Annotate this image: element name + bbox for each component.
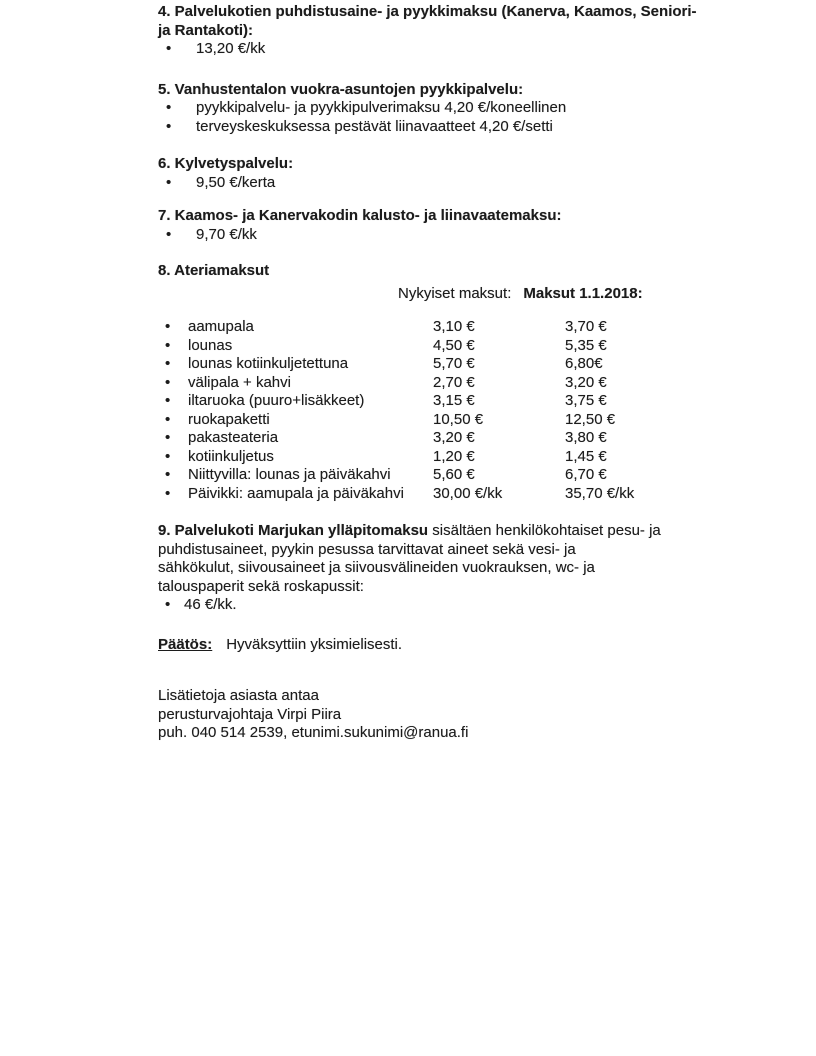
meal-price-current: 3,15 € — [433, 392, 475, 409]
meal-table-row — [158, 355, 750, 374]
meal-label: välipala + kahvi — [188, 373, 291, 391]
contact-line: puh. 040 514 2539, etunimi.sukunimi@ranua.fi — [158, 724, 469, 741]
document-body — [158, 3, 750, 743]
bullet-text: 13,20 €/kk — [196, 40, 266, 57]
section9-bold-lead: 9. Palvelukoti Marjukan ylläpitomaksu — [158, 522, 429, 539]
meal-label: lounas — [188, 336, 233, 354]
meal-price-current: 2,70 € — [433, 373, 475, 391]
meal-price-new: 35,70 €/kk — [565, 484, 635, 502]
bullet-item — [158, 596, 750, 615]
fee-section-9 — [158, 522, 750, 615]
section-heading-line: 4. Palvelukotien puhdistusaine- ja pyykkimaksu (Kanerva, Kaamos, Seniori- — [158, 3, 697, 20]
meal-table-row — [158, 318, 750, 337]
section-heading-line: ja Rantakoti): — [158, 21, 254, 39]
meal-table-row — [158, 411, 750, 430]
meal-price-new: 3,75 € — [565, 392, 607, 409]
section-heading: 5. Vanhustentalon vuokra-asuntojen pyykkipalvelu: — [158, 80, 524, 98]
meal-table-row — [158, 429, 750, 448]
bullet-item — [158, 99, 750, 118]
decision-line — [158, 636, 750, 655]
meal-label: pakasteateria — [188, 429, 279, 446]
meal-price-current: 3,20 € — [433, 429, 475, 446]
fee-section-8 — [158, 262, 750, 503]
meal-label: ruokapaketti — [188, 410, 270, 428]
meal-price-current: 3,10 € — [433, 318, 475, 335]
bullet-icon: • — [165, 447, 171, 465]
bullet-item — [158, 226, 750, 245]
meal-price-new: 3,80 € — [565, 429, 607, 446]
fee-section-7 — [158, 207, 750, 244]
bullet-icon: • — [165, 466, 171, 483]
meal-label: Päivikki: aamupala ja päiväkahvi — [188, 484, 404, 502]
bullet-icon: • — [165, 596, 171, 613]
bullet-icon: • — [165, 355, 171, 372]
meal-table-row — [158, 392, 750, 411]
meal-price-current: 5,60 € — [433, 466, 475, 483]
meal-label: kotiinkuljetus — [188, 447, 274, 465]
section-heading: 8. Ateriamaksut — [158, 262, 270, 279]
column-header-current: Nykyiset maksut: — [398, 284, 512, 302]
meal-table-row — [158, 448, 750, 467]
meal-price-current: 5,70 € — [433, 355, 475, 372]
decision-label: Päätös: — [158, 635, 213, 653]
meal-price-new: 6,80€ — [565, 355, 603, 372]
section-heading: 7. Kaamos- ja Kanervakodin kalusto- ja liinavaatemaksu: — [158, 207, 562, 224]
contact-line: Lisätietoja asiasta antaa — [158, 687, 319, 704]
bullet-icon: • — [165, 336, 171, 354]
section9-paragraph — [158, 522, 750, 596]
contact-info — [158, 687, 750, 743]
bullet-icon: • — [165, 410, 171, 428]
meal-table-row — [158, 466, 750, 485]
meal-label: Niittyvilla: lounas ja päiväkahvi — [188, 466, 391, 483]
paragraph-line — [158, 522, 750, 541]
meal-price-new: 3,20 € — [565, 373, 607, 391]
bullet-text: 46 €/kk. — [184, 596, 237, 613]
fee-section-6 — [158, 155, 750, 192]
meal-price-current: 10,50 € — [433, 410, 484, 428]
bullet-text: 9,50 €/kerta — [196, 173, 276, 191]
meal-label: iltaruoka (puuro+lisäkkeet) — [188, 392, 365, 409]
bullet-icon: • — [166, 40, 172, 57]
meal-table-row — [158, 337, 750, 356]
section-heading: 6. Kylvetyspalvelu: — [158, 155, 294, 172]
meal-table-column-headers — [158, 285, 750, 304]
section-heading — [158, 3, 750, 40]
bullet-icon: • — [166, 225, 172, 243]
paragraph-line: puhdistusaineet, pyykin pesussa tarvittavat aineet sekä vesi- ja — [158, 540, 576, 558]
meal-label: aamupala — [188, 318, 254, 335]
bullet-text: 9,70 €/kk — [196, 225, 257, 243]
contact-line: perusturvajohtaja Virpi Piira — [158, 705, 342, 723]
meal-label: lounas kotiinkuljetettuna — [188, 355, 349, 372]
meal-table-row — [158, 374, 750, 393]
meal-price-current: 30,00 €/kk — [433, 484, 503, 502]
fee-section-5 — [158, 81, 750, 137]
bullet-icon: • — [166, 117, 172, 135]
bullet-icon: • — [165, 373, 171, 391]
bullet-item — [158, 118, 750, 137]
bullet-icon: • — [165, 429, 171, 446]
bullet-icon: • — [165, 392, 171, 409]
bullet-icon: • — [166, 173, 172, 191]
meal-price-new: 1,45 € — [565, 447, 607, 465]
decision-text: Hyväksyttiin yksimielisesti. — [226, 635, 403, 653]
fee-section-4 — [158, 3, 750, 59]
bullet-icon: • — [165, 484, 171, 502]
bullet-text: terveyskeskuksessa pestävät liinavaatteet 4,20 €/setti — [196, 117, 553, 135]
bullet-item — [158, 40, 750, 59]
meal-price-current: 1,20 € — [433, 447, 475, 465]
meal-table-row — [158, 485, 750, 504]
meal-price-current: 4,50 € — [433, 336, 475, 354]
paragraph-line: sähkökulut, siivousaineet ja siivousvälineiden vuokrauksen, wc- ja — [158, 559, 595, 576]
bullet-text: pyykkipalvelu- ja pyykkipulverimaksu 4,20 €/koneellinen — [196, 99, 567, 116]
bullet-icon: • — [166, 99, 172, 116]
bullet-item — [158, 174, 750, 193]
meal-price-new: 3,70 € — [565, 318, 607, 335]
section9-line1-rest: sisältäen henkilökohtaiset pesu- ja — [428, 522, 661, 539]
bullet-icon: • — [165, 318, 171, 335]
meal-price-new: 12,50 € — [565, 410, 616, 428]
paragraph-line: talouspaperit sekä roskapussit: — [158, 577, 364, 595]
meal-table — [158, 318, 750, 503]
meal-price-new: 6,70 € — [565, 466, 607, 483]
column-header-new: Maksut 1.1.2018: — [523, 284, 643, 302]
meal-price-new: 5,35 € — [565, 336, 607, 354]
